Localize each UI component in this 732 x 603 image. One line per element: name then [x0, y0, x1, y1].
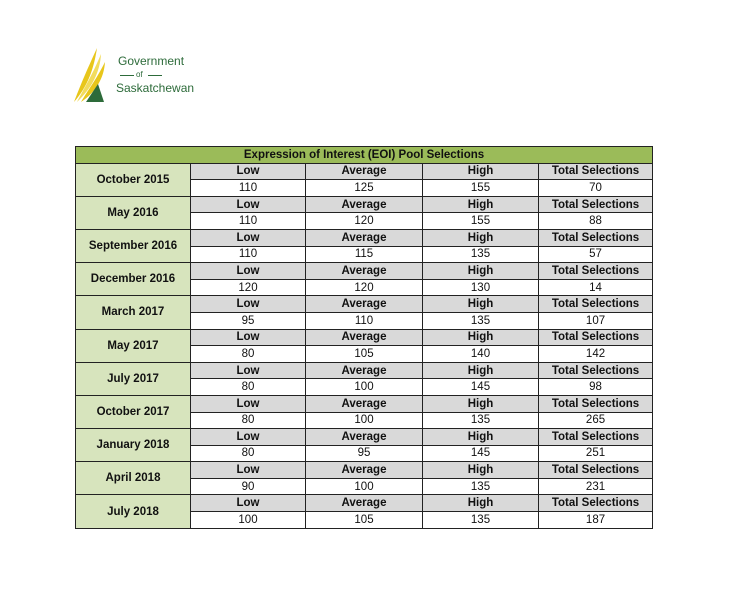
- eoi-selections-table: [75, 146, 653, 529]
- value-cell-average: 110: [306, 312, 423, 329]
- column-header-average: Average: [306, 229, 423, 246]
- date-cell: October 2017: [76, 395, 191, 428]
- value-cell-high: 135: [423, 412, 539, 429]
- column-header-average: Average: [306, 395, 423, 412]
- table-row-header: [76, 495, 653, 512]
- column-header-low: Low: [191, 163, 306, 180]
- value-cell-average: 125: [306, 180, 423, 197]
- value-cell-high: 135: [423, 312, 539, 329]
- table-row-header: [76, 229, 653, 246]
- table-row-header: [76, 429, 653, 446]
- value-cell-high: 145: [423, 379, 539, 396]
- value-cell-average: 100: [306, 412, 423, 429]
- column-header-total-selections: Total Selections: [539, 196, 653, 213]
- table-body: [76, 163, 653, 528]
- table-row-header: [76, 163, 653, 180]
- column-header-low: Low: [191, 196, 306, 213]
- column-header-total-selections: Total Selections: [539, 429, 653, 446]
- date-cell: January 2018: [76, 429, 191, 462]
- value-cell-average: 115: [306, 246, 423, 263]
- government-logo: [70, 44, 210, 106]
- value-cell-total-selections: 107: [539, 312, 653, 329]
- date-cell: September 2016: [76, 229, 191, 262]
- value-cell-average: 95: [306, 445, 423, 462]
- value-cell-low: 110: [191, 246, 306, 263]
- column-header-total-selections: Total Selections: [539, 296, 653, 313]
- column-header-total-selections: Total Selections: [539, 163, 653, 180]
- table-row-header: [76, 296, 653, 313]
- table-row-header: [76, 196, 653, 213]
- date-cell: March 2017: [76, 296, 191, 329]
- column-header-low: Low: [191, 429, 306, 446]
- table-row-header: [76, 462, 653, 479]
- table-row-header: [76, 395, 653, 412]
- table-row-header: [76, 263, 653, 280]
- value-cell-average: 120: [306, 279, 423, 296]
- value-cell-high: 135: [423, 246, 539, 263]
- date-cell: April 2018: [76, 462, 191, 495]
- column-header-total-selections: Total Selections: [539, 263, 653, 280]
- column-header-total-selections: Total Selections: [539, 495, 653, 512]
- column-header-low: Low: [191, 395, 306, 412]
- value-cell-total-selections: 231: [539, 478, 653, 495]
- value-cell-average: 120: [306, 213, 423, 230]
- value-cell-total-selections: 251: [539, 445, 653, 462]
- date-cell: July 2018: [76, 495, 191, 528]
- column-header-average: Average: [306, 462, 423, 479]
- logo-line-government: Government: [118, 54, 185, 68]
- value-cell-total-selections: 57: [539, 246, 653, 263]
- value-cell-low: 110: [191, 213, 306, 230]
- value-cell-total-selections: 98: [539, 379, 653, 396]
- column-header-average: Average: [306, 163, 423, 180]
- column-header-total-selections: Total Selections: [539, 395, 653, 412]
- date-cell: October 2015: [76, 163, 191, 196]
- value-cell-low: 90: [191, 478, 306, 495]
- column-header-high: High: [423, 462, 539, 479]
- value-cell-average: 105: [306, 346, 423, 363]
- value-cell-low: 80: [191, 412, 306, 429]
- column-header-low: Low: [191, 229, 306, 246]
- column-header-low: Low: [191, 362, 306, 379]
- wheat-leaf-icon: [70, 44, 114, 106]
- column-header-average: Average: [306, 329, 423, 346]
- value-cell-high: 135: [423, 478, 539, 495]
- column-header-average: Average: [306, 263, 423, 280]
- value-cell-average: 100: [306, 379, 423, 396]
- logo-line-saskatchewan: Saskatchewan: [116, 81, 195, 95]
- table-title: Expression of Interest (EOI) Pool Selections: [76, 147, 653, 164]
- date-cell: July 2017: [76, 362, 191, 395]
- column-header-high: High: [423, 196, 539, 213]
- column-header-high: High: [423, 362, 539, 379]
- column-header-average: Average: [306, 495, 423, 512]
- value-cell-low: 80: [191, 379, 306, 396]
- value-cell-average: 100: [306, 478, 423, 495]
- column-header-high: High: [423, 263, 539, 280]
- table-row-header: [76, 329, 653, 346]
- value-cell-average: 105: [306, 512, 423, 529]
- value-cell-low: 100: [191, 512, 306, 529]
- column-header-low: Low: [191, 329, 306, 346]
- column-header-high: High: [423, 296, 539, 313]
- value-cell-total-selections: 88: [539, 213, 653, 230]
- value-cell-high: 145: [423, 445, 539, 462]
- column-header-high: High: [423, 229, 539, 246]
- date-cell: May 2017: [76, 329, 191, 362]
- value-cell-total-selections: 265: [539, 412, 653, 429]
- column-header-average: Average: [306, 196, 423, 213]
- table-row-header: [76, 362, 653, 379]
- value-cell-high: 155: [423, 180, 539, 197]
- column-header-average: Average: [306, 362, 423, 379]
- column-header-total-selections: Total Selections: [539, 462, 653, 479]
- column-header-high: High: [423, 329, 539, 346]
- column-header-high: High: [423, 429, 539, 446]
- column-header-total-selections: Total Selections: [539, 229, 653, 246]
- value-cell-high: 140: [423, 346, 539, 363]
- column-header-low: Low: [191, 296, 306, 313]
- logo-divider-right: [148, 75, 162, 76]
- column-header-high: High: [423, 495, 539, 512]
- column-header-low: Low: [191, 462, 306, 479]
- value-cell-high: 135: [423, 512, 539, 529]
- column-header-average: Average: [306, 296, 423, 313]
- value-cell-total-selections: 70: [539, 180, 653, 197]
- column-header-total-selections: Total Selections: [539, 362, 653, 379]
- column-header-total-selections: Total Selections: [539, 329, 653, 346]
- value-cell-low: 110: [191, 180, 306, 197]
- value-cell-total-selections: 142: [539, 346, 653, 363]
- column-header-low: Low: [191, 495, 306, 512]
- value-cell-total-selections: 187: [539, 512, 653, 529]
- column-header-average: Average: [306, 429, 423, 446]
- value-cell-low: 95: [191, 312, 306, 329]
- logo-divider-left: [120, 75, 134, 76]
- value-cell-high: 130: [423, 279, 539, 296]
- column-header-high: High: [423, 395, 539, 412]
- value-cell-high: 155: [423, 213, 539, 230]
- column-header-low: Low: [191, 263, 306, 280]
- logo-line-of: of: [136, 70, 143, 79]
- value-cell-low: 80: [191, 346, 306, 363]
- value-cell-low: 80: [191, 445, 306, 462]
- column-header-high: High: [423, 163, 539, 180]
- value-cell-total-selections: 14: [539, 279, 653, 296]
- date-cell: December 2016: [76, 263, 191, 296]
- date-cell: May 2016: [76, 196, 191, 229]
- value-cell-low: 120: [191, 279, 306, 296]
